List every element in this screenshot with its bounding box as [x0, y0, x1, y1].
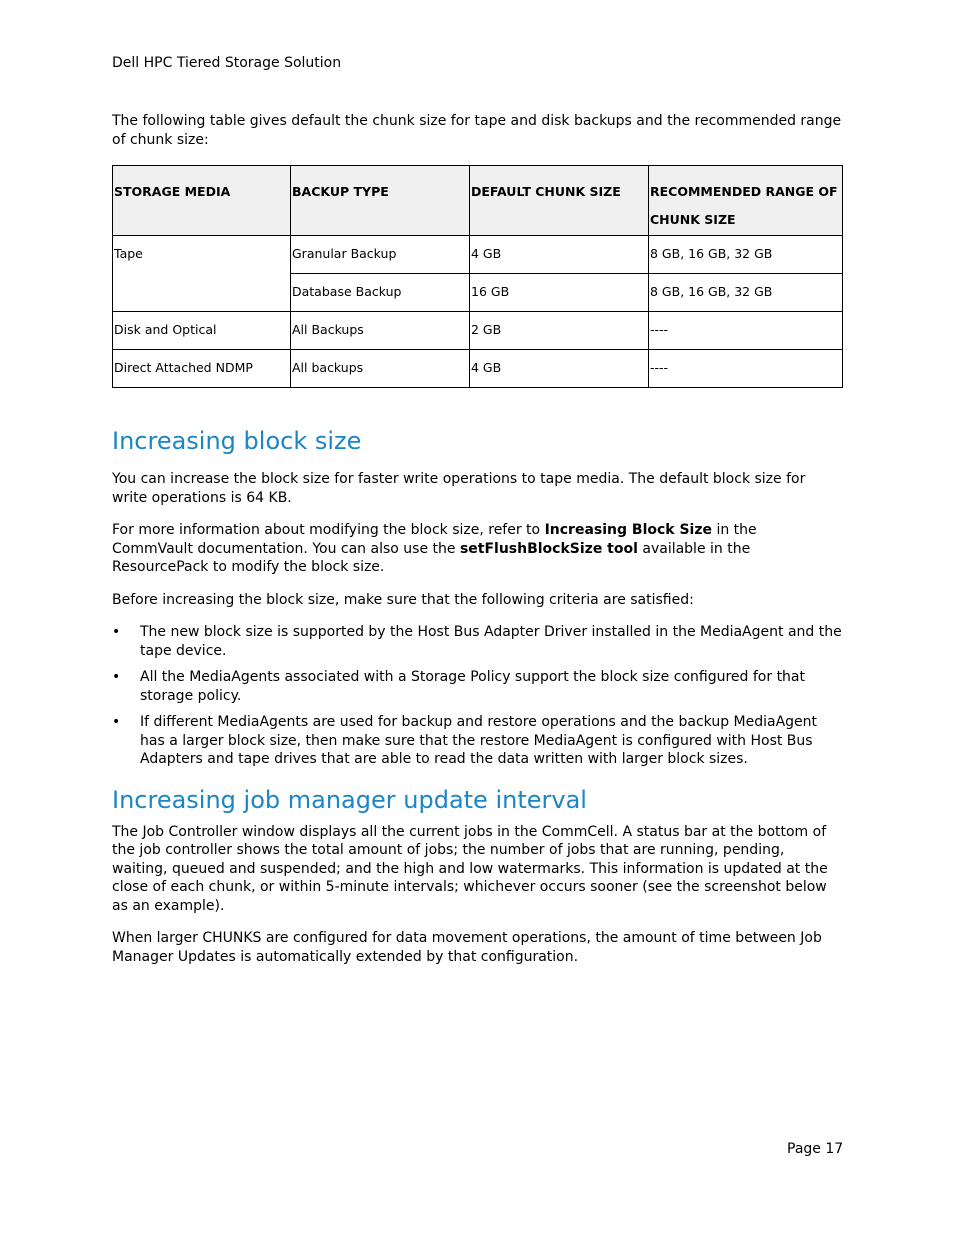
cell-default: 16 GB: [470, 274, 649, 312]
cell-range: ----: [649, 312, 843, 350]
cell-type: All Backups: [291, 312, 470, 350]
cell-default: 4 GB: [470, 350, 649, 388]
heading-increasing-block-size: Increasing block size: [112, 427, 362, 455]
bullet-icon: •: [112, 714, 121, 730]
block-size-paragraph-1: You can increase the block size for faster write operations to tape media. The default block size for write operations is 64 KB.: [112, 471, 806, 506]
text-run: For more information about modifying the block size, refer to: [112, 522, 545, 538]
cell-type: Granular Backup: [291, 236, 470, 274]
cell-default: 4 GB: [470, 236, 649, 274]
list-item-text: The new block size is supported by the Host Bus Adapter Driver installed in the MediaAgent and the tape device.: [140, 624, 842, 659]
table-row: [113, 312, 843, 350]
criteria-list: [112, 623, 842, 769]
table-row: [113, 350, 843, 388]
job-manager-paragraph-1: The Job Controller window displays all the current jobs in the CommCell. A status bar at the bottom of the job controller shows the total amount of jobs; the number of jobs that are running, pending, waiting, queued and suspended; and the high and low watermarks. This information is updated at the close of each chunk, or within 5-minute intervals; whichever occurs sooner (see the screenshot below as an example).: [112, 823, 828, 914]
page-content: [112, 112, 842, 980]
list-item: [112, 668, 842, 705]
header-default-chunk-size: DEFAULT CHUNK SIZE: [470, 166, 649, 236]
cell-range: ----: [649, 350, 843, 388]
cell-range: 8 GB, 16 GB, 32 GB: [649, 274, 843, 312]
bold-setflushblocksize-tool: setFlushBlockSize tool: [459, 540, 638, 557]
text-run: available in the ResourcePack to modify the block size.: [112, 540, 751, 575]
cell-media: Disk and Optical: [113, 312, 291, 350]
table-row: [113, 236, 843, 274]
heading-increasing-job-manager-update-interval: Increasing job manager update interval: [112, 785, 587, 814]
page-number: Page 17: [787, 1141, 844, 1157]
intro-paragraph: The following table gives default the chunk size for tape and disk backups and the recommended range of chunk size:: [112, 113, 842, 148]
chunk-size-table: [112, 165, 843, 388]
running-header: Dell HPC Tiered Storage Solution: [112, 55, 342, 71]
cell-media: Tape: [113, 236, 291, 312]
text-run: in the CommVault documentation. You can also use the: [112, 522, 757, 557]
job-manager-paragraph-2: When larger CHUNKS are configured for data movement operations, the amount of time between Job Manager Updates is automatically extended by that configuration.: [112, 930, 822, 965]
block-size-paragraph-2: [112, 521, 842, 577]
list-item: [112, 623, 842, 660]
cell-default: 2 GB: [470, 312, 649, 350]
block-size-paragraph-3: Before increasing the block size, make sure that the following criteria are satisfied:: [112, 591, 694, 608]
table-header-row: [113, 166, 843, 236]
bold-increasing-block-size: Increasing Block Size: [544, 522, 712, 538]
header-backup-type: BACKUP TYPE: [291, 166, 470, 236]
bullet-icon: •: [112, 669, 121, 685]
bullet-icon: •: [112, 624, 121, 640]
header-storage-media: STORAGE MEDIA: [113, 166, 291, 236]
list-item: [112, 713, 842, 769]
header-recommended-range: RECOMMENDED RANGE OF CHUNK SIZE: [649, 166, 843, 236]
list-item-text: If different MediaAgents are used for backup and restore operations and the backup MediaAgent has a larger block size, then make sure that the restore MediaAgent is configured with Host Bus Adapters and tape drives that are able to read the data written with larger block sizes.: [140, 714, 818, 767]
cell-type: Database Backup: [291, 274, 470, 312]
list-item-text: All the MediaAgents associated with a Storage Policy support the block size configured for that storage policy.: [140, 669, 805, 704]
cell-type: All backups: [291, 350, 470, 388]
cell-range: 8 GB, 16 GB, 32 GB: [649, 236, 843, 274]
cell-media: Direct Attached NDMP: [113, 350, 291, 388]
